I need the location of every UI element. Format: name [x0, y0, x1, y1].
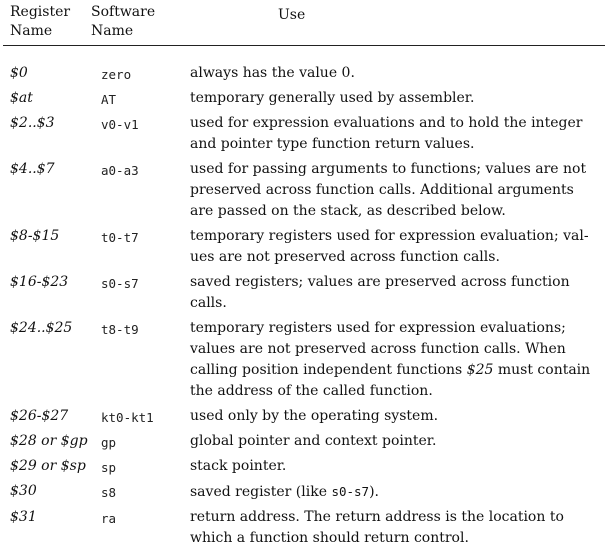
register-cell: $26-$27: [10, 408, 69, 424]
table-row: [0, 318, 608, 402]
register-cell: $0: [10, 65, 28, 81]
use-line: values are not preserved across function calls. When: [190, 341, 566, 357]
register-cell: $8-$15: [10, 228, 60, 244]
use-cell: [190, 318, 598, 402]
use-line: used for expression evaluations and to hold the integer: [190, 115, 583, 131]
use-cell: [190, 63, 598, 84]
use-cell: [190, 88, 598, 109]
software-name-cell: t8-t9: [101, 322, 139, 337]
header-software-name-line: Name: [91, 23, 134, 39]
table-row: [0, 88, 608, 109]
use-line: used only by the operating system.: [190, 408, 439, 424]
software-name-cell: AT: [101, 92, 117, 107]
software-name-cell: s0-s7: [101, 276, 139, 291]
register-cell: $16-$23: [10, 274, 69, 290]
use-cell: [190, 507, 598, 549]
header-register-name-line: Name: [10, 23, 53, 39]
register-cell: $28 or $gp: [10, 433, 88, 449]
register-cell: $30: [10, 483, 37, 499]
software-name-cell: s8: [101, 485, 117, 500]
register-cell: $24..$25: [10, 320, 73, 336]
software-name-cell: t0-t7: [101, 230, 139, 245]
header-use: Use: [278, 7, 306, 23]
header-register-name-line: Register: [10, 4, 71, 20]
software-name-cell: a0-a3: [101, 163, 139, 178]
use-cell: [190, 159, 598, 222]
header-software-name-line: Software: [91, 4, 156, 20]
register-cell: $29 or $sp: [10, 458, 86, 474]
use-line: saved registers; values are preserved across function: [190, 274, 570, 290]
table-row: [0, 159, 608, 222]
software-name-cell: kt0-kt1: [101, 410, 154, 425]
use-cell: [190, 406, 598, 427]
table-row: [0, 226, 608, 268]
table-row: [0, 406, 608, 427]
table-row: [0, 456, 608, 477]
software-name-cell: sp: [101, 460, 117, 475]
register-cell: $2..$3: [10, 115, 55, 131]
use-line: stack pointer.: [190, 458, 287, 474]
use-text: ).: [369, 484, 379, 500]
table-row: [0, 113, 608, 155]
use-line: calls.: [190, 295, 227, 311]
table-row: [0, 272, 608, 314]
use-line: and pointer type function return values.: [190, 136, 475, 152]
use-text: must contain: [493, 362, 591, 378]
software-name-cell: ra: [101, 511, 117, 526]
use-line: always has the value 0.: [190, 65, 355, 81]
use-cell: [190, 456, 598, 477]
table-row: [0, 507, 608, 549]
use-line: return address. The return address is the location to: [190, 509, 564, 525]
use-cell: [190, 226, 598, 268]
software-name-cell: gp: [101, 435, 117, 450]
register-cell: $at: [10, 90, 33, 106]
register-cell: $31: [10, 509, 37, 525]
use-line: temporary generally used by assembler.: [190, 90, 475, 106]
use-line: which a function should return control.: [190, 530, 469, 546]
use-line: the address of the called function.: [190, 383, 433, 399]
use-line: used for passing arguments to functions; values are not: [190, 161, 587, 177]
register-reference: $25: [466, 362, 494, 378]
use-line: [190, 481, 598, 503]
use-line: temporary registers used for expression evaluations;: [190, 320, 566, 336]
use-line: ues are not preserved across function calls.: [190, 249, 500, 265]
table-body: [0, 63, 608, 553]
table-row: [0, 431, 608, 452]
use-line: are passed on the stack, as described below.: [190, 203, 506, 219]
use-line: preserved across function calls. Additional arguments: [190, 182, 574, 198]
register-cell: $4..$7: [10, 161, 55, 177]
header-register-name: [10, 3, 70, 41]
use-line: temporary registers used for expression evaluation; val-: [190, 228, 589, 244]
use-cell: [190, 113, 598, 155]
header-software-name: [91, 3, 155, 41]
header-divider: [3, 45, 605, 46]
software-name-cell: v0-v1: [101, 117, 139, 132]
register-range-code: s0-s7: [331, 484, 370, 499]
use-cell: [190, 431, 598, 452]
use-line: [190, 360, 598, 381]
use-cell: [190, 481, 598, 503]
use-text: saved register (like: [190, 484, 332, 500]
software-name-cell: zero: [101, 67, 132, 82]
table-row: [0, 63, 608, 84]
use-text: calling position independent functions: [190, 362, 467, 378]
table-row: [0, 481, 608, 503]
use-line: global pointer and context pointer.: [190, 433, 437, 449]
use-cell: [190, 272, 598, 314]
